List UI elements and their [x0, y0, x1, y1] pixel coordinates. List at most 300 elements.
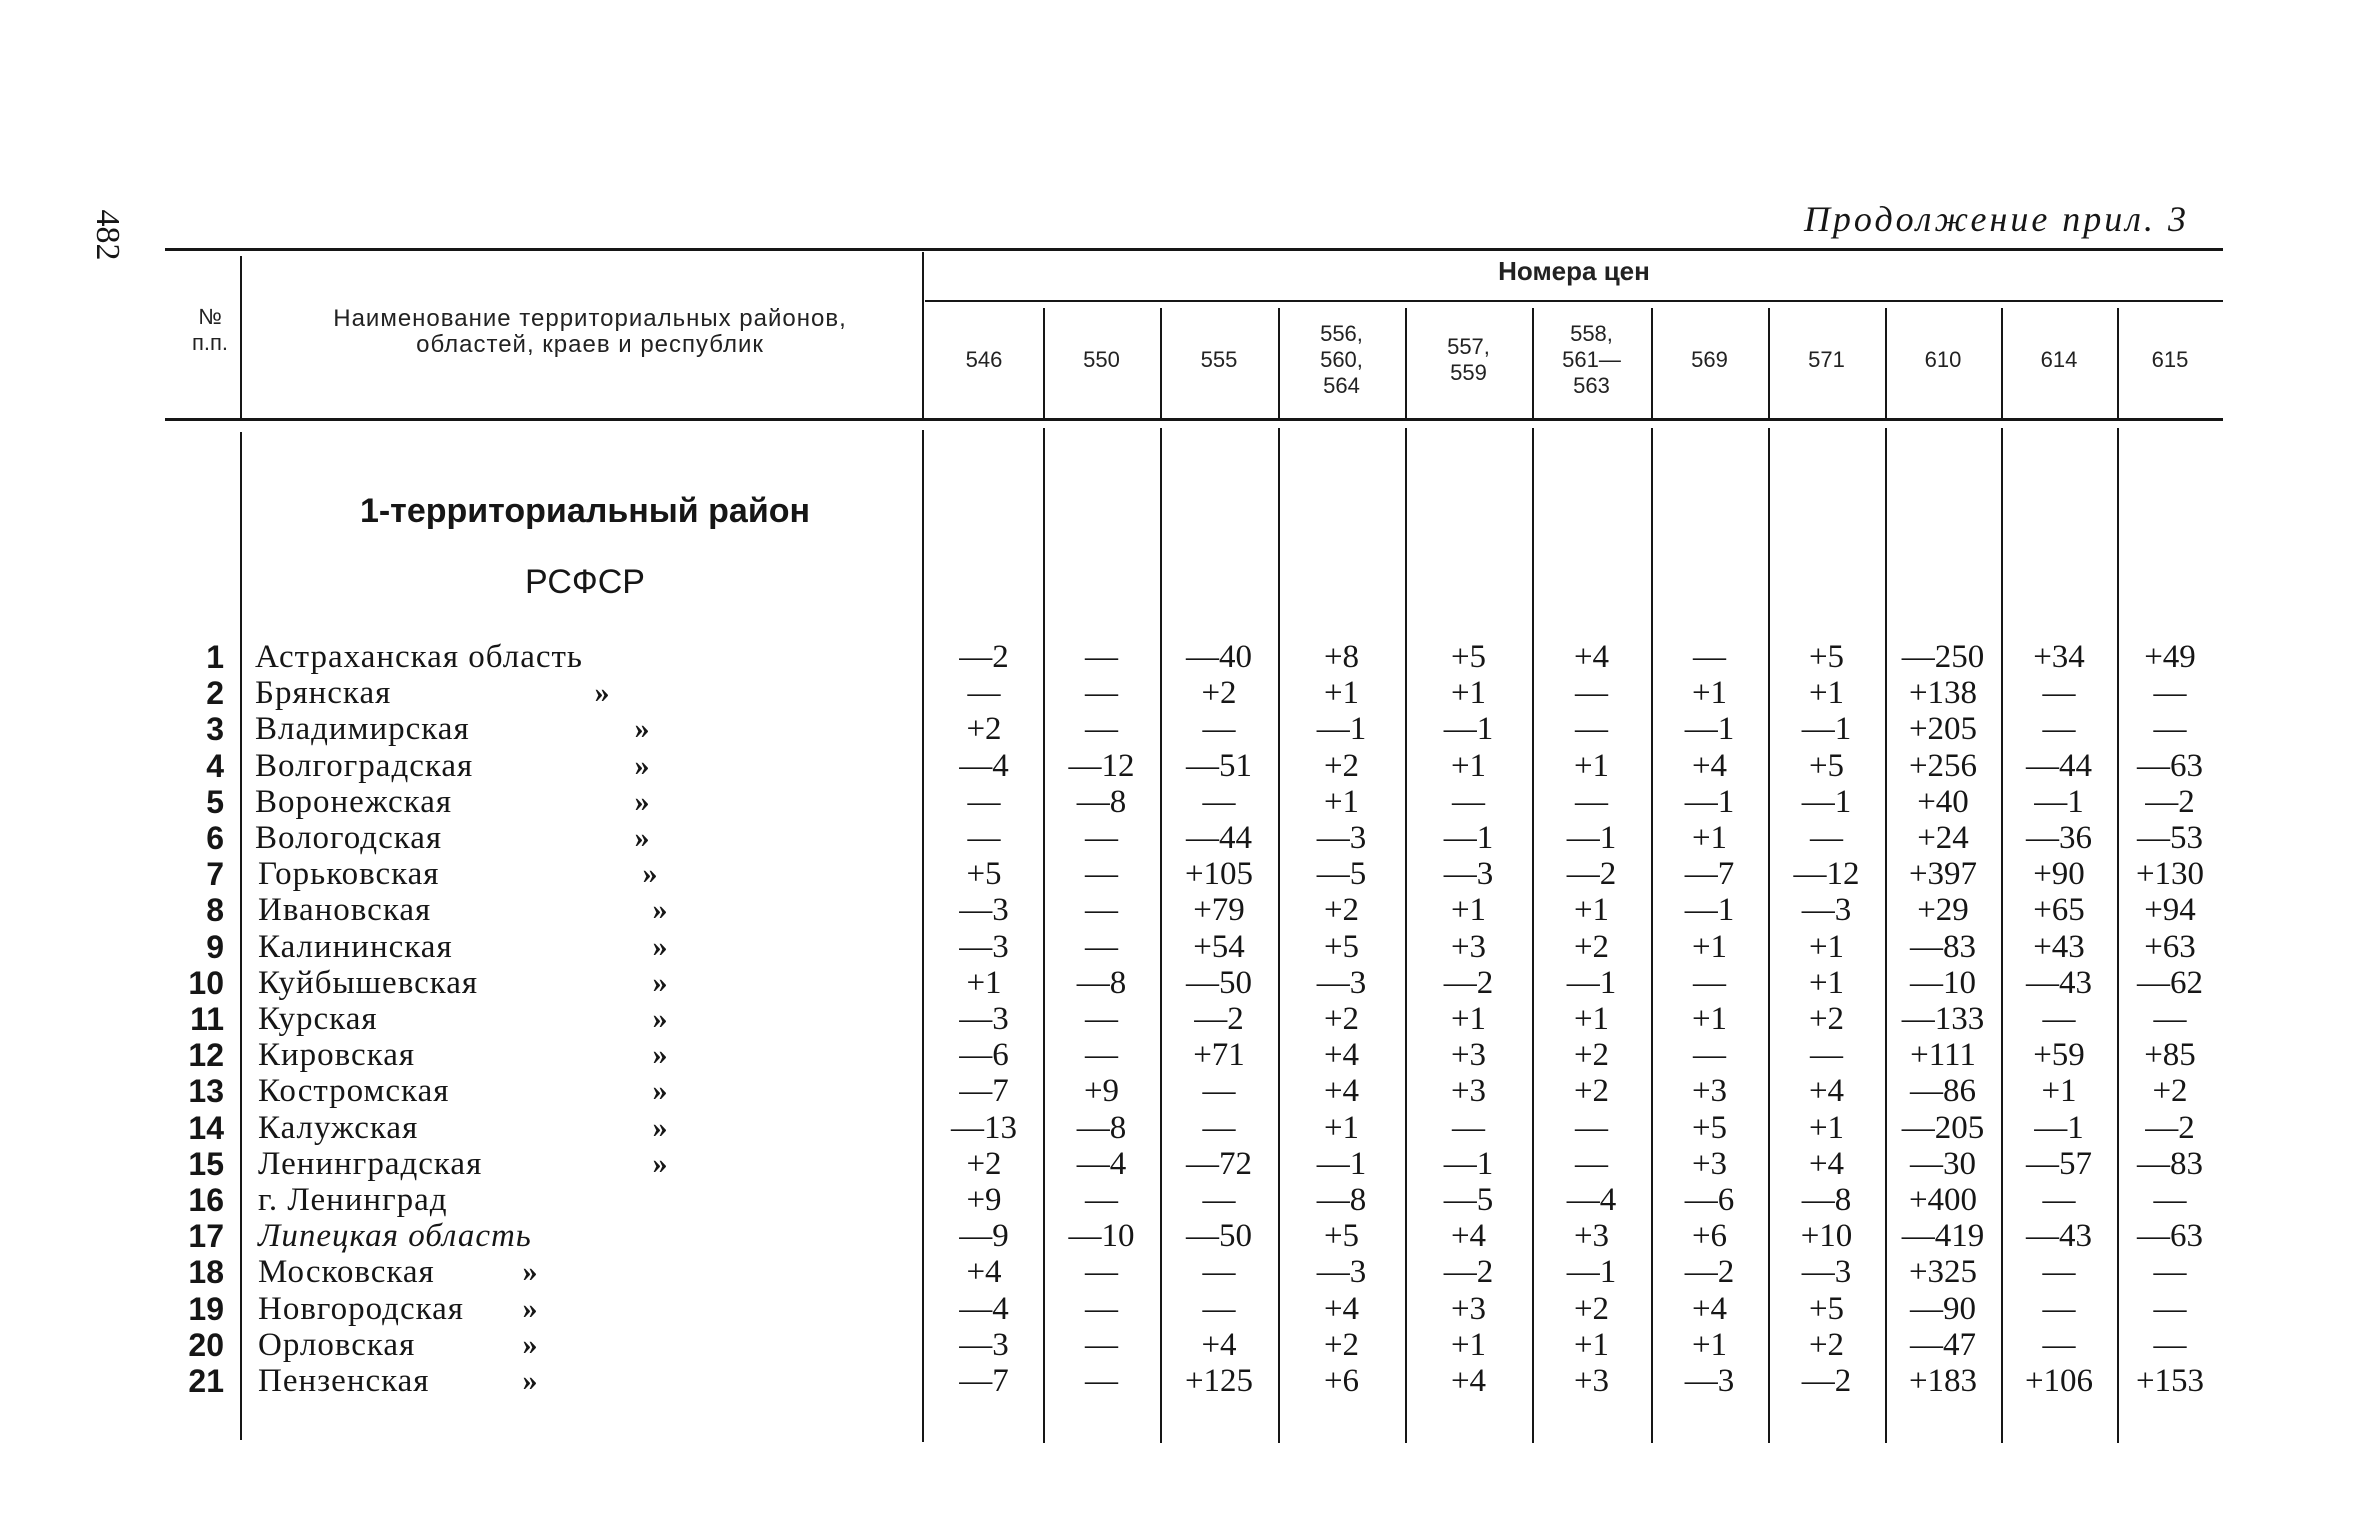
price-value-cell: —	[1202, 711, 1236, 747]
price-value-cell: +2	[1201, 675, 1237, 711]
price-value-cell: —2	[1443, 965, 1494, 1001]
price-value-cell: —83	[2137, 1146, 2203, 1182]
price-value-cell: —3	[1443, 856, 1494, 892]
row-number: 10	[188, 965, 224, 1001]
row-number: 1	[206, 639, 224, 675]
region-name: Ленинградская	[258, 1146, 483, 1182]
price-value-cell: —1	[1443, 711, 1494, 747]
price-value-cell: —1	[1566, 820, 1617, 856]
price-column-header: 558, 561— 563	[1562, 321, 1621, 398]
price-value-cell: +2	[1323, 892, 1360, 928]
price-value-cell: —	[2042, 1327, 2076, 1363]
price-value-cell: —63	[2137, 748, 2203, 784]
price-value-cell: —2	[1443, 1254, 1494, 1290]
price-value-cell: +3	[1450, 1291, 1487, 1327]
price-value-cell: +10	[1800, 1218, 1853, 1254]
price-value-cell: +400	[1908, 1182, 1978, 1218]
header-rule-price	[1768, 308, 1770, 418]
page-number: 482	[89, 209, 126, 261]
price-value-cell: —53	[2137, 820, 2203, 856]
price-value-cell: —	[1085, 1182, 1118, 1218]
row-number: 20	[188, 1327, 224, 1363]
header-rule-price	[2117, 308, 2119, 418]
ditto-mark: »	[634, 749, 650, 782]
header-bottom-rule	[165, 418, 2223, 421]
ditto-mark: »	[652, 1147, 668, 1180]
price-value-cell: —50	[1186, 965, 1252, 1001]
region-name: г. Ленинград	[258, 1182, 448, 1218]
price-value-cell: —133	[1901, 1001, 1985, 1037]
price-value-cell: —	[2153, 711, 2187, 747]
price-value-cell: —8	[1076, 784, 1127, 820]
price-value-cell: +5	[1808, 748, 1845, 784]
region-name: Волгоградская	[255, 748, 474, 784]
continuation-label: Продолжение прил. 3	[1803, 199, 2189, 239]
price-value-cell: +2	[1573, 929, 1610, 965]
ditto-mark: »	[634, 821, 650, 854]
price-value-cell: +4	[966, 1254, 1002, 1290]
row-number: 3	[206, 711, 224, 747]
column-header-name: Наименование территориальных районов, областей, краев и республик	[333, 305, 847, 358]
price-value-cell: —1	[1316, 711, 1367, 747]
price-value-cell: —	[2042, 675, 2076, 711]
ditto-mark: »	[652, 966, 668, 999]
header-rule-price	[1043, 308, 1045, 418]
price-value-cell: +1	[1691, 1327, 1728, 1363]
price-value-cell: —	[2042, 1254, 2076, 1290]
price-value-cell: +2	[1323, 1327, 1360, 1363]
price-value-cell: —	[1810, 1037, 1843, 1073]
price-value-cell: —	[1085, 1037, 1118, 1073]
price-value-cell: +1	[1573, 748, 1610, 784]
price-value-cell: —8	[1076, 1110, 1127, 1146]
price-value-cell: —	[967, 675, 1001, 711]
price-value-cell: —4	[959, 748, 1009, 784]
price-value-cell: +3	[1450, 1037, 1487, 1073]
price-value-cell: —	[1085, 1363, 1118, 1399]
price-column-header: 556, 560, 564	[1320, 321, 1363, 398]
row-number: 12	[188, 1037, 224, 1073]
price-value-cell: —1	[1801, 784, 1852, 820]
price-value-cell: +1	[1573, 892, 1610, 928]
price-value-cell: —	[1202, 784, 1236, 820]
price-value-cell: —1	[1566, 1254, 1617, 1290]
region-name: Владимирская	[255, 711, 470, 747]
price-value-cell: +2	[1573, 1073, 1610, 1109]
price-value-cell: —	[1575, 1146, 1608, 1182]
price-value-cell: +3	[1450, 1073, 1487, 1109]
price-value-cell: —	[1202, 1073, 1236, 1109]
price-value-cell: —	[2153, 1327, 2187, 1363]
column-header-number: № п.п.	[191, 304, 229, 355]
price-value-cell: —43	[2026, 965, 2092, 1001]
price-value-cell: +2	[966, 1146, 1002, 1182]
price-value-cell: +5	[1691, 1110, 1728, 1146]
price-value-cell: —419	[1901, 1218, 1985, 1254]
header-rule-number	[240, 256, 242, 418]
price-value-cell: +256	[1908, 748, 1978, 784]
price-group-header: Номера цен	[1498, 256, 1650, 286]
price-value-cell: +65	[2033, 892, 2085, 928]
price-value-cell: +34	[2033, 639, 2085, 675]
price-value-cell: +24	[1917, 820, 1969, 856]
region-name: Астраханская область	[255, 639, 583, 675]
price-value-cell: —2	[1194, 1001, 1244, 1037]
price-value-cell: —44	[2026, 748, 2092, 784]
price-value-cell: —205	[1901, 1110, 1985, 1146]
price-value-cell: +397	[1908, 856, 1978, 892]
price-value-cell: +9	[1083, 1073, 1120, 1109]
ditto-mark: »	[594, 676, 610, 709]
price-value-cell: +1	[1808, 1110, 1845, 1146]
price-value-cell: —3	[1684, 1363, 1735, 1399]
price-value-cell: +4	[1201, 1327, 1237, 1363]
price-value-cell: —2	[959, 639, 1009, 675]
price-value-cell: —7	[959, 1073, 1009, 1109]
price-value-cell: +1	[2041, 1073, 2077, 1109]
price-value-cell: +49	[2144, 639, 2196, 675]
price-value-cell: —	[1202, 1254, 1236, 1290]
price-column-header: 569	[1691, 347, 1728, 372]
row-number: 18	[188, 1254, 224, 1290]
price-value-cell: —3	[1801, 1254, 1852, 1290]
price-value-cell: —	[1085, 929, 1118, 965]
region-name: Горьковская	[258, 856, 440, 892]
price-value-cell: +4	[1573, 639, 1610, 675]
price-value-cell: —	[1202, 1110, 1236, 1146]
price-value-cell: —1	[2034, 1110, 2084, 1146]
price-value-cell: +2	[1323, 748, 1360, 784]
ditto-mark: »	[652, 1074, 668, 1107]
price-value-cell: +1	[1323, 1110, 1360, 1146]
region-name: Вологодская	[255, 820, 443, 856]
header-rule-price	[1278, 308, 1280, 418]
row-number: 21	[188, 1363, 224, 1399]
price-value-cell: +6	[1691, 1218, 1728, 1254]
price-value-cell: —5	[1443, 1182, 1494, 1218]
price-value-cell: —8	[1316, 1182, 1367, 1218]
row-number: 19	[188, 1291, 224, 1327]
region-name: Орловская	[258, 1327, 416, 1363]
price-value-cell: —44	[1186, 820, 1252, 856]
ditto-mark: »	[522, 1364, 538, 1397]
price-value-cell: +2	[1808, 1327, 1845, 1363]
ditto-mark: »	[652, 893, 668, 926]
price-value-cell: +5	[1808, 1291, 1845, 1327]
price-value-cell: —	[1085, 639, 1118, 675]
price-value-cell: —50	[1186, 1218, 1252, 1254]
ditto-mark: »	[634, 712, 650, 745]
price-value-cell: —	[1085, 675, 1118, 711]
row-number: 14	[188, 1110, 224, 1146]
price-value-cell: —1	[2034, 784, 2084, 820]
price-value-cell: —	[2153, 1291, 2187, 1327]
price-value-cell: —3	[959, 1001, 1009, 1037]
price-value-cell: —250	[1901, 639, 1985, 675]
price-column-header: 615	[2151, 347, 2189, 372]
price-value-cell: +4	[1323, 1291, 1360, 1327]
price-value-cell: +1	[1450, 892, 1487, 928]
price-value-cell: +2	[1573, 1291, 1610, 1327]
price-value-cell: +1	[1450, 1001, 1487, 1037]
price-value-cell: —	[1575, 784, 1608, 820]
price-value-cell: +59	[2033, 1037, 2085, 1073]
price-value-cell: +205	[1908, 711, 1978, 747]
price-value-cell: +5	[1450, 639, 1487, 675]
price-value-cell: —1	[1566, 965, 1617, 1001]
price-value-cell: +1	[1808, 675, 1845, 711]
price-value-cell: +106	[2024, 1363, 2094, 1399]
header-rule-name	[922, 252, 924, 418]
price-value-cell: —	[2042, 1291, 2076, 1327]
price-value-cell: +4	[1323, 1073, 1360, 1109]
price-value-cell: —	[1085, 1001, 1118, 1037]
price-value-cell: —	[1085, 1291, 1118, 1327]
header-rule-price	[1885, 308, 1887, 418]
price-value-cell: +9	[966, 1182, 1002, 1218]
price-value-cell: +1	[1808, 965, 1845, 1001]
price-value-cell: —	[1693, 1037, 1726, 1073]
price-value-cell: —4	[959, 1291, 1009, 1327]
region-name: Калужская	[258, 1110, 419, 1146]
price-value-cell: —	[1693, 965, 1726, 1001]
price-value-cell: +153	[2135, 1363, 2205, 1399]
price-value-cell: +1	[1573, 1001, 1610, 1037]
header-rule-price	[1651, 308, 1653, 418]
row-number: 17	[188, 1218, 224, 1254]
price-column-header: 546	[965, 347, 1003, 372]
header-rule-price	[1405, 308, 1407, 418]
region-name: Брянская	[255, 675, 392, 711]
price-value-cell: +5	[1323, 929, 1360, 965]
price-value-cell: —5	[1316, 856, 1367, 892]
price-value-cell: —10	[1068, 1218, 1135, 1254]
price-value-cell: —7	[959, 1363, 1009, 1399]
region-name: Курская	[258, 1001, 378, 1037]
price-value-cell: +71	[1193, 1037, 1245, 1073]
price-value-cell: +1	[1450, 675, 1487, 711]
price-value-cell: —7	[1684, 856, 1735, 892]
price-value-cell: —2	[1801, 1363, 1852, 1399]
price-value-cell: —83	[1910, 929, 1976, 965]
price-value-cell: +5	[1323, 1218, 1360, 1254]
price-value-cell: —8	[1801, 1182, 1852, 1218]
price-value-cell: —	[2042, 1182, 2076, 1218]
price-value-cell: —6	[959, 1037, 1009, 1073]
price-value-cell: +183	[1908, 1363, 1978, 1399]
price-value-cell: +1	[1691, 1001, 1728, 1037]
price-value-cell: +3	[1691, 1146, 1728, 1182]
price-value-cell: +4	[1450, 1363, 1487, 1399]
price-value-cell: +8	[1323, 639, 1360, 675]
price-value-cell: +1	[966, 965, 1002, 1001]
price-value-cell: —	[967, 784, 1001, 820]
price-value-cell: +325	[1908, 1254, 1978, 1290]
price-value-cell: +4	[1450, 1218, 1487, 1254]
price-value-cell: +1	[1691, 820, 1728, 856]
price-column-header: 571	[1808, 347, 1845, 372]
price-value-cell: +5	[966, 856, 1002, 892]
price-value-cell: +4	[1808, 1073, 1845, 1109]
ditto-mark: »	[652, 1002, 668, 1035]
price-value-cell: +1	[1808, 929, 1845, 965]
price-value-cell: +2	[1323, 1001, 1360, 1037]
price-value-cell: —4	[1566, 1182, 1617, 1218]
price-column-header: 610	[1924, 347, 1962, 372]
price-value-cell: —3	[959, 1327, 1009, 1363]
price-value-cell: —57	[2026, 1146, 2092, 1182]
ditto-mark: »	[652, 1038, 668, 1071]
region-name: Калининская	[258, 929, 453, 965]
region-name: Костромская	[258, 1073, 450, 1109]
subsection-title: РСФСР	[525, 563, 645, 601]
price-value-cell: +3	[1573, 1363, 1610, 1399]
region-name: Ивановская	[258, 892, 432, 928]
price-value-cell: —62	[2137, 965, 2203, 1001]
price-value-cell: —63	[2137, 1218, 2203, 1254]
price-value-cell: +1	[1450, 1327, 1487, 1363]
price-column-header: 555	[1200, 347, 1238, 372]
price-value-cell: —8	[1076, 965, 1127, 1001]
price-value-cell: —10	[1910, 965, 1976, 1001]
price-value-cell: —	[1085, 1254, 1118, 1290]
price-value-cell: —	[2153, 1001, 2187, 1037]
price-value-cell: +105	[1184, 856, 1254, 892]
price-value-cell: +1	[1450, 748, 1487, 784]
price-value-cell: —51	[1186, 748, 1252, 784]
price-value-cell: —6	[1684, 1182, 1735, 1218]
price-value-cell: +79	[1193, 892, 1245, 928]
price-value-cell: —3	[1801, 892, 1852, 928]
section-title: 1-территориальный район	[359, 492, 811, 530]
price-value-cell: —4	[1076, 1146, 1127, 1182]
row-number: 7	[206, 856, 224, 892]
price-value-cell: —1	[1443, 1146, 1494, 1182]
price-value-cell: —1	[1801, 711, 1852, 747]
price-value-cell: +4	[1323, 1037, 1360, 1073]
price-value-cell: +85	[2144, 1037, 2196, 1073]
price-value-cell: —1	[1443, 820, 1494, 856]
price-value-cell: —3	[959, 892, 1009, 928]
price-value-cell: +1	[1323, 784, 1360, 820]
price-value-cell: —1	[1316, 1146, 1367, 1182]
price-value-cell: +1	[1691, 675, 1728, 711]
region-name: Липецкая область	[258, 1218, 532, 1254]
price-value-cell: —13	[951, 1110, 1017, 1146]
price-value-cell: —	[1202, 1182, 1236, 1218]
price-value-cell: +2	[1573, 1037, 1610, 1073]
price-value-cell: +54	[1193, 929, 1245, 965]
row-number: 9	[206, 929, 224, 965]
price-value-cell: —2	[1566, 856, 1617, 892]
row-number: 2	[206, 675, 224, 711]
price-column-header: 550	[1083, 347, 1120, 372]
ditto-mark: »	[522, 1255, 538, 1288]
price-value-cell: —72	[1186, 1146, 1252, 1182]
price-value-cell: —2	[1684, 1254, 1735, 1290]
price-value-cell: +29	[1917, 892, 1969, 928]
price-value-cell: +2	[2152, 1073, 2188, 1109]
ditto-mark: »	[634, 785, 650, 818]
price-value-cell: —2	[2145, 784, 2195, 820]
price-value-cell: —40	[1186, 639, 1252, 675]
row-number: 5	[206, 784, 224, 820]
price-column-header: 557, 559	[1447, 334, 1490, 385]
price-value-cell: —2	[2145, 1110, 2195, 1146]
price-value-cell: +4	[1691, 748, 1728, 784]
price-value-cell: —3	[1316, 965, 1367, 1001]
header-rule-price	[1532, 308, 1534, 418]
row-number: 15	[188, 1146, 224, 1182]
price-value-cell: —	[1452, 1110, 1485, 1146]
price-value-cell: +43	[2033, 929, 2085, 965]
price-value-cell: —3	[1316, 1254, 1367, 1290]
price-value-cell: —	[2153, 1254, 2187, 1290]
price-value-cell: +125	[1184, 1363, 1254, 1399]
region-name: Пензенская	[258, 1363, 430, 1399]
header-rule-price	[1160, 308, 1162, 418]
price-value-cell: —12	[1068, 748, 1135, 784]
ditto-mark: »	[652, 930, 668, 963]
price-value-cell: —12	[1793, 856, 1860, 892]
region-name: Московская	[258, 1254, 435, 1290]
price-value-cell: —	[1693, 639, 1726, 675]
price-value-cell: —1	[1684, 711, 1735, 747]
price-value-cell: +5	[1808, 639, 1845, 675]
row-number: 13	[188, 1073, 224, 1109]
row-number: 4	[206, 748, 224, 784]
price-value-cell: —86	[1910, 1073, 1976, 1109]
price-value-cell: +63	[2144, 929, 2196, 965]
price-value-cell: —	[1575, 1110, 1608, 1146]
price-value-cell: —1	[1684, 892, 1735, 928]
price-value-cell: —	[1085, 820, 1118, 856]
price-value-cell: —3	[959, 929, 1009, 965]
price-value-cell: +2	[1808, 1001, 1845, 1037]
ditto-mark: »	[652, 1111, 668, 1144]
price-value-cell: —	[1575, 711, 1608, 747]
header-rule-price	[2001, 308, 2003, 418]
price-value-cell: +1	[1573, 1327, 1610, 1363]
price-value-cell: —	[967, 820, 1001, 856]
price-value-cell: +138	[1908, 675, 1978, 711]
price-value-cell: —47	[1910, 1327, 1976, 1363]
price-value-cell: —	[1202, 1291, 1236, 1327]
price-value-cell: —	[1085, 1327, 1118, 1363]
region-name: Кировская	[258, 1037, 416, 1073]
price-value-cell: +3	[1450, 929, 1487, 965]
price-value-cell: —	[2153, 1182, 2187, 1218]
price-value-cell: —30	[1910, 1146, 1976, 1182]
price-value-cell: —36	[2026, 820, 2092, 856]
region-name: Новгородская	[258, 1291, 464, 1327]
price-value-cell: —9	[959, 1218, 1009, 1254]
region-name: Воронежская	[255, 784, 453, 820]
price-value-cell: +6	[1323, 1363, 1360, 1399]
price-value-cell: +4	[1808, 1146, 1845, 1182]
price-value-cell: —	[2042, 711, 2076, 747]
price-value-cell: —90	[1910, 1291, 1976, 1327]
price-value-cell: —43	[2026, 1218, 2092, 1254]
region-name: Куйбышевская	[258, 965, 479, 1001]
price-value-cell: +2	[966, 711, 1002, 747]
price-value-cell: —	[2153, 675, 2187, 711]
price-value-cell: +130	[2135, 856, 2205, 892]
price-value-cell: —	[2042, 1001, 2076, 1037]
price-value-cell: +3	[1691, 1073, 1728, 1109]
price-value-cell: +111	[1910, 1037, 1976, 1073]
price-value-cell: +1	[1691, 929, 1728, 965]
